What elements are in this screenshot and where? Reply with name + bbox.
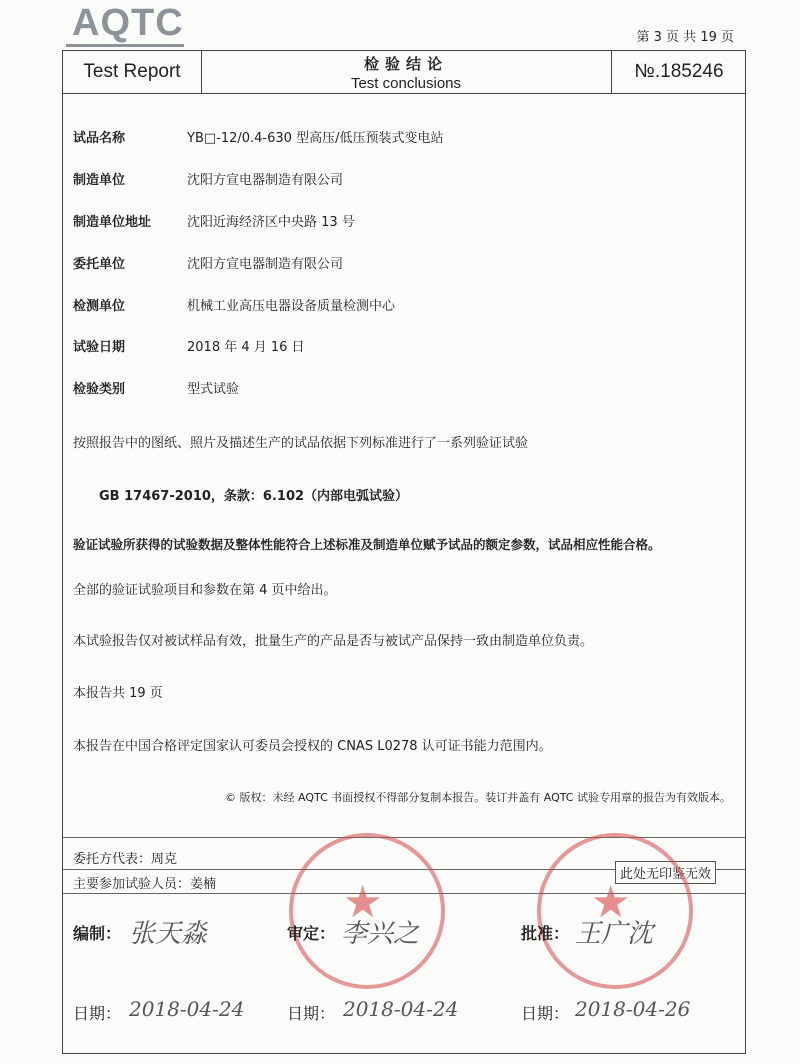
field-label: 试验日期 <box>73 340 126 355</box>
header-title <box>201 51 611 93</box>
date-approved: 2018-04-26 <box>575 997 691 1021</box>
copyright-text: © 版权：未经 AQTC 书面授权不得部分复制本报告。装订并盖有 AQTC 试验专用章的报告为有效版本。 <box>225 791 731 804</box>
report-header <box>63 51 745 94</box>
field-value: 型式试验 <box>187 382 240 397</box>
header-test-report: Test Report <box>63 51 202 93</box>
field-label: 检测单位 <box>73 299 126 314</box>
field-value: 机械工业高压电器设备质量检测中心 <box>187 299 396 314</box>
aqtc-logo: AQTC <box>72 2 184 44</box>
field-value: 沈阳近海经济区中央路 13 号 <box>187 215 355 230</box>
field-label: 制造单位地址 <box>73 215 152 230</box>
title-cn: 检验结论 <box>363 55 448 73</box>
signature-compiled: 张天淼 <box>129 919 208 949</box>
standard-text: GB 17467-2010，条款：6.102（内部电弧试验） <box>99 489 409 504</box>
compiled-label: 编制： <box>73 924 122 943</box>
seal-star: ★ <box>343 877 383 928</box>
reviewed-label: 审定： <box>287 924 336 943</box>
date-label: 日期： <box>521 1004 570 1023</box>
field-value: 2018 年 4 月 16 日 <box>187 340 305 355</box>
approved-label: 批准： <box>521 924 570 943</box>
date-compiled: 2018-04-24 <box>129 997 245 1021</box>
field-value: YB□-12/0.4-630 型高压/低压预装式变电站 <box>187 131 444 146</box>
field-label: 委托单位 <box>73 257 126 272</box>
signature-reviewed: 李兴之 <box>341 919 420 949</box>
date-label: 日期： <box>287 1004 336 1023</box>
items-text: 全部的验证试验项目和参数在第 4 页中给出。 <box>73 583 337 598</box>
stamp-note: 此处无印鉴无效 <box>615 861 716 884</box>
field-label: 试品名称 <box>73 131 126 146</box>
title-en: Test conclusions <box>350 75 462 92</box>
field-value: 沈阳方宣电器制造有限公司 <box>187 173 344 188</box>
validity-text: 本试验报告仅对被试样品有效，批量生产的产品是否与被试产品保持一致由制造单位负责。 <box>73 634 594 649</box>
seal-star: ★ <box>591 877 631 928</box>
report-number: №.185246 <box>611 51 746 93</box>
date-reviewed: 2018-04-24 <box>343 997 459 1021</box>
basis-text: 按照报告中的图纸、照片及描述生产的试品依据下列标准进行了一系列验证试验 <box>73 436 529 451</box>
signature-approved: 王广沈 <box>575 919 654 949</box>
page-count-text: 本报告共 19 页 <box>73 686 163 701</box>
test-participant: 主要参加试验人员：姜楠 <box>73 877 217 892</box>
page-info: 第 3 页 共 19 页 <box>636 30 734 45</box>
client-representative: 委托方代表：周克 <box>73 852 178 867</box>
conclusion-text: 验证试验所获得的试验数据及整体性能符合上述标准及制造单位赋予试品的额定参数，试品相应性能合格。 <box>73 537 661 552</box>
field-label: 制造单位 <box>73 173 126 188</box>
report-frame <box>62 50 746 1054</box>
authorization-text: 本报告在中国合格评定国家认可委员会授权的 CNAS L0278 认可证书能力范围内。 <box>73 739 552 754</box>
date-label: 日期： <box>73 1004 122 1023</box>
field-label: 检验类别 <box>73 382 126 397</box>
field-value: 沈阳方宣电器制造有限公司 <box>187 257 344 272</box>
logo-underline <box>66 44 184 47</box>
